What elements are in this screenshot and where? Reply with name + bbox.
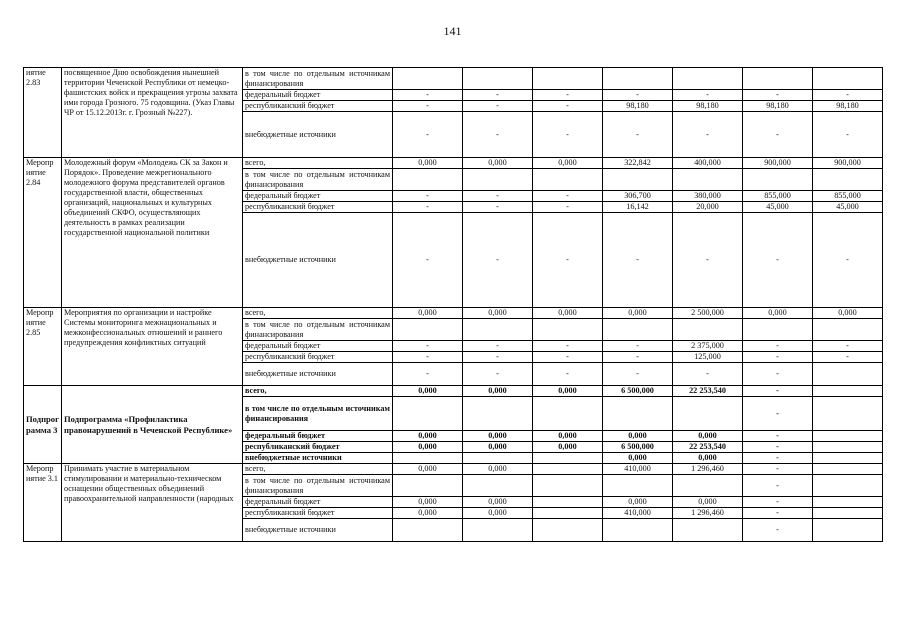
amount-cell [813, 497, 883, 508]
amount-cell: 0,000 [393, 431, 463, 442]
amount-cell: - [393, 90, 463, 101]
funding-source-cell: в том числе по отдельным источникам финансирования [243, 475, 393, 497]
amount-cell [813, 475, 883, 497]
amount-cell: - [533, 352, 603, 363]
amount-cell: - [743, 386, 813, 397]
amount-cell [603, 319, 673, 341]
amount-cell: 0,000 [533, 442, 603, 453]
funding-source-cell: в том числе по отдельным источникам финансирования [243, 169, 393, 191]
amount-cell [603, 397, 673, 431]
amount-cell: 0,000 [813, 308, 883, 319]
item-description-cell: Принимать участие в материальном стимулировании и материально-техническом оснащении общественных объединений правоохранительной направленности (народных [62, 464, 243, 542]
amount-cell: - [743, 475, 813, 497]
amount-cell: 98,180 [743, 101, 813, 112]
amount-cell: - [673, 112, 743, 158]
amount-cell: - [533, 191, 603, 202]
amount-cell: 0,000 [673, 453, 743, 464]
amount-cell: 0,000 [463, 508, 533, 519]
amount-cell: 410,000 [603, 508, 673, 519]
item-name-cell: Меропр иятие 2.85 [24, 308, 62, 386]
amount-cell: 0,000 [533, 158, 603, 169]
item-name-cell: иятие 2.83 [24, 68, 62, 158]
amount-cell [603, 519, 673, 542]
amount-cell [813, 508, 883, 519]
amount-cell: 400,000 [673, 158, 743, 169]
amount-cell: - [393, 202, 463, 213]
amount-cell: 0,000 [463, 158, 533, 169]
amount-cell [533, 497, 603, 508]
amount-cell [813, 397, 883, 431]
amount-cell: - [533, 202, 603, 213]
amount-cell [463, 169, 533, 191]
amount-cell: - [463, 213, 533, 308]
funding-source-cell: всего, [243, 158, 393, 169]
funding-source-cell: республиканский бюджет [243, 101, 393, 112]
amount-cell: 0,000 [603, 497, 673, 508]
amount-cell: - [813, 112, 883, 158]
amount-cell: 1 296,460 [673, 464, 743, 475]
amount-cell [603, 475, 673, 497]
amount-cell: 6 500,000 [603, 442, 673, 453]
amount-cell: - [743, 363, 813, 386]
amount-cell: - [463, 352, 533, 363]
amount-cell: 0,000 [393, 386, 463, 397]
funding-source-cell: федеральный бюджет [243, 341, 393, 352]
amount-cell: 0,000 [393, 464, 463, 475]
amount-cell: - [463, 191, 533, 202]
amount-cell: 0,000 [603, 453, 673, 464]
table-row [24, 464, 883, 475]
amount-cell: 125,000 [673, 352, 743, 363]
amount-cell: 2 500,000 [673, 308, 743, 319]
amount-cell: 855,000 [813, 191, 883, 202]
amount-cell [813, 431, 883, 442]
funding-source-cell: республиканский бюджет [243, 352, 393, 363]
item-description-cell: Подпрограмма «Профилактика правонарушений в Чеченской Республике» [62, 386, 243, 464]
amount-cell: - [603, 341, 673, 352]
amount-cell: - [463, 341, 533, 352]
amount-cell: 855,000 [743, 191, 813, 202]
item-name-cell: Меропр иятие 3.1 [24, 464, 62, 542]
amount-cell: - [533, 101, 603, 112]
amount-cell: 0,000 [463, 431, 533, 442]
amount-cell: 410,000 [603, 464, 673, 475]
amount-cell: 0,000 [533, 308, 603, 319]
page-number: 141 [443, 24, 462, 38]
amount-cell: 0,000 [393, 497, 463, 508]
funding-source-cell: в том числе по отдельным источникам финансирования [243, 397, 393, 431]
amount-cell: 0,000 [743, 308, 813, 319]
amount-cell: - [463, 363, 533, 386]
amount-cell: 900,000 [813, 158, 883, 169]
amount-cell: - [393, 352, 463, 363]
amount-cell: 0,000 [533, 386, 603, 397]
amount-cell: - [743, 497, 813, 508]
item-name-cell: Подпрог рамма 3 [24, 386, 62, 464]
amount-cell: - [743, 508, 813, 519]
amount-cell [393, 453, 463, 464]
amount-cell [463, 475, 533, 497]
amount-cell [393, 68, 463, 90]
amount-cell [533, 453, 603, 464]
amount-cell [463, 68, 533, 90]
amount-cell [813, 386, 883, 397]
funding-source-cell: всего, [243, 386, 393, 397]
amount-cell [393, 397, 463, 431]
amount-cell [463, 397, 533, 431]
amount-cell [393, 319, 463, 341]
amount-cell: 0,000 [463, 464, 533, 475]
amount-cell: - [603, 352, 673, 363]
amount-cell: - [743, 397, 813, 431]
amount-cell: 0,000 [673, 497, 743, 508]
amount-cell: - [393, 341, 463, 352]
amount-cell [673, 475, 743, 497]
funding-source-cell: в том числе по отдельным источникам финансирования [243, 319, 393, 341]
amount-cell [673, 319, 743, 341]
amount-cell: 0,000 [603, 308, 673, 319]
funding-source-cell: в том числе по отдельным источникам финансирования [243, 68, 393, 90]
funding-source-cell: республиканский бюджет [243, 442, 393, 453]
amount-cell: - [743, 90, 813, 101]
amount-cell: - [813, 213, 883, 308]
amount-cell [533, 169, 603, 191]
amount-cell: 0,000 [463, 497, 533, 508]
amount-cell: 0,000 [393, 508, 463, 519]
amount-cell [813, 453, 883, 464]
amount-cell: 22 253,540 [673, 442, 743, 453]
table-row [24, 386, 883, 397]
amount-cell: - [533, 363, 603, 386]
amount-cell: - [743, 213, 813, 308]
amount-cell: 2 375,000 [673, 341, 743, 352]
amount-cell [533, 68, 603, 90]
item-description-cell: Молодежный форум «Молодежь СК за Закон и Порядок». Проведение межрегионального молодежного форума представителей органов государственной власти, общественных организаций, национальных и культурных объединений СКФО, осуществляющих деятельность в рамках реализации государственной национальной политики [62, 158, 243, 308]
item-description-cell: Мероприятия по организации и настройке Системы мониторинга межнациональных и межконфессиональных отношений и раннего предупреждения конфликтных ситуаций [62, 308, 243, 386]
funding-source-cell: федеральный бюджет [243, 431, 393, 442]
amount-cell [813, 442, 883, 453]
item-description-cell: посвященное Дню освобождения нынешней территории Чеченской Республики от немецко-фашистских войск и прекращения угрозы захвата ими города Грозного. 75 годовщина. (Указ Главы ЧР от 15.12.2013г. г. Грозный №227). [62, 68, 243, 158]
amount-cell: - [813, 352, 883, 363]
amount-cell [743, 319, 813, 341]
amount-cell: 98,180 [673, 101, 743, 112]
amount-cell: 0,000 [463, 308, 533, 319]
amount-cell [813, 363, 883, 386]
financing-table [23, 67, 883, 542]
amount-cell [673, 519, 743, 542]
amount-cell: - [603, 363, 673, 386]
amount-cell: 0,000 [393, 158, 463, 169]
amount-cell: - [743, 519, 813, 542]
amount-cell: - [743, 341, 813, 352]
amount-cell: 322,842 [603, 158, 673, 169]
amount-cell: 0,000 [463, 386, 533, 397]
amount-cell [533, 508, 603, 519]
amount-cell: 45,000 [743, 202, 813, 213]
amount-cell: 1 296,460 [673, 508, 743, 519]
amount-cell: - [743, 464, 813, 475]
amount-cell [393, 519, 463, 542]
amount-cell [463, 319, 533, 341]
amount-cell: 98,180 [603, 101, 673, 112]
amount-cell [673, 397, 743, 431]
amount-cell: - [463, 202, 533, 213]
amount-cell [603, 68, 673, 90]
amount-cell: 0,000 [463, 442, 533, 453]
amount-cell [743, 169, 813, 191]
amount-cell: - [393, 112, 463, 158]
funding-source-cell: федеральный бюджет [243, 191, 393, 202]
amount-cell [463, 519, 533, 542]
funding-source-cell: внебюджетные источники [243, 519, 393, 542]
amount-cell: 16,142 [603, 202, 673, 213]
amount-cell: - [393, 101, 463, 112]
amount-cell: - [743, 431, 813, 442]
amount-cell: - [463, 101, 533, 112]
amount-cell: - [533, 341, 603, 352]
amount-cell [743, 68, 813, 90]
amount-cell: - [673, 90, 743, 101]
amount-cell: 0,000 [393, 442, 463, 453]
amount-cell: 0,000 [393, 308, 463, 319]
amount-cell [533, 475, 603, 497]
amount-cell [533, 519, 603, 542]
table-row [24, 308, 883, 319]
amount-cell: - [743, 112, 813, 158]
amount-cell [813, 464, 883, 475]
amount-cell: - [673, 213, 743, 308]
amount-cell: - [393, 363, 463, 386]
funding-source-cell: федеральный бюджет [243, 497, 393, 508]
amount-cell: - [393, 191, 463, 202]
amount-cell: 6 500,000 [603, 386, 673, 397]
amount-cell: 45,000 [813, 202, 883, 213]
amount-cell: - [463, 90, 533, 101]
amount-cell [393, 169, 463, 191]
amount-cell [603, 169, 673, 191]
amount-cell [673, 68, 743, 90]
amount-cell: - [743, 352, 813, 363]
funding-source-cell: федеральный бюджет [243, 90, 393, 101]
amount-cell: - [813, 90, 883, 101]
amount-cell [463, 453, 533, 464]
funding-source-cell: всего, [243, 464, 393, 475]
funding-source-cell: внебюджетные источники [243, 213, 393, 308]
amount-cell: - [603, 90, 673, 101]
amount-cell: 306,700 [603, 191, 673, 202]
amount-cell: 20,000 [673, 202, 743, 213]
amount-cell: 0,000 [603, 431, 673, 442]
amount-cell [533, 319, 603, 341]
amount-cell: - [533, 112, 603, 158]
table-row [24, 158, 883, 169]
amount-cell: 0,000 [533, 431, 603, 442]
amount-cell: 900,000 [743, 158, 813, 169]
amount-cell [813, 68, 883, 90]
amount-cell: 0,000 [673, 431, 743, 442]
amount-cell: - [603, 213, 673, 308]
amount-cell [813, 169, 883, 191]
amount-cell: 380,000 [673, 191, 743, 202]
funding-source-cell: внебюджетные источники [243, 453, 393, 464]
amount-cell: - [603, 112, 673, 158]
amount-cell [393, 475, 463, 497]
amount-cell: 98,180 [813, 101, 883, 112]
item-name-cell: Меропр иятие 2.84 [24, 158, 62, 308]
table-row [24, 68, 883, 90]
amount-cell: - [743, 442, 813, 453]
amount-cell [813, 319, 883, 341]
amount-cell: - [673, 363, 743, 386]
amount-cell [533, 464, 603, 475]
amount-cell: - [533, 213, 603, 308]
funding-source-cell: республиканский бюджет [243, 202, 393, 213]
amount-cell: 22 253,540 [673, 386, 743, 397]
amount-cell [673, 169, 743, 191]
funding-source-cell: всего, [243, 308, 393, 319]
amount-cell: - [463, 112, 533, 158]
amount-cell: - [533, 90, 603, 101]
amount-cell [813, 519, 883, 542]
amount-cell [533, 397, 603, 431]
amount-cell: - [393, 213, 463, 308]
funding-source-cell: республиканский бюджет [243, 508, 393, 519]
amount-cell: - [813, 341, 883, 352]
funding-source-cell: внебюджетные источники [243, 112, 393, 158]
amount-cell: - [743, 453, 813, 464]
funding-source-cell: внебюджетные источники [243, 363, 393, 386]
